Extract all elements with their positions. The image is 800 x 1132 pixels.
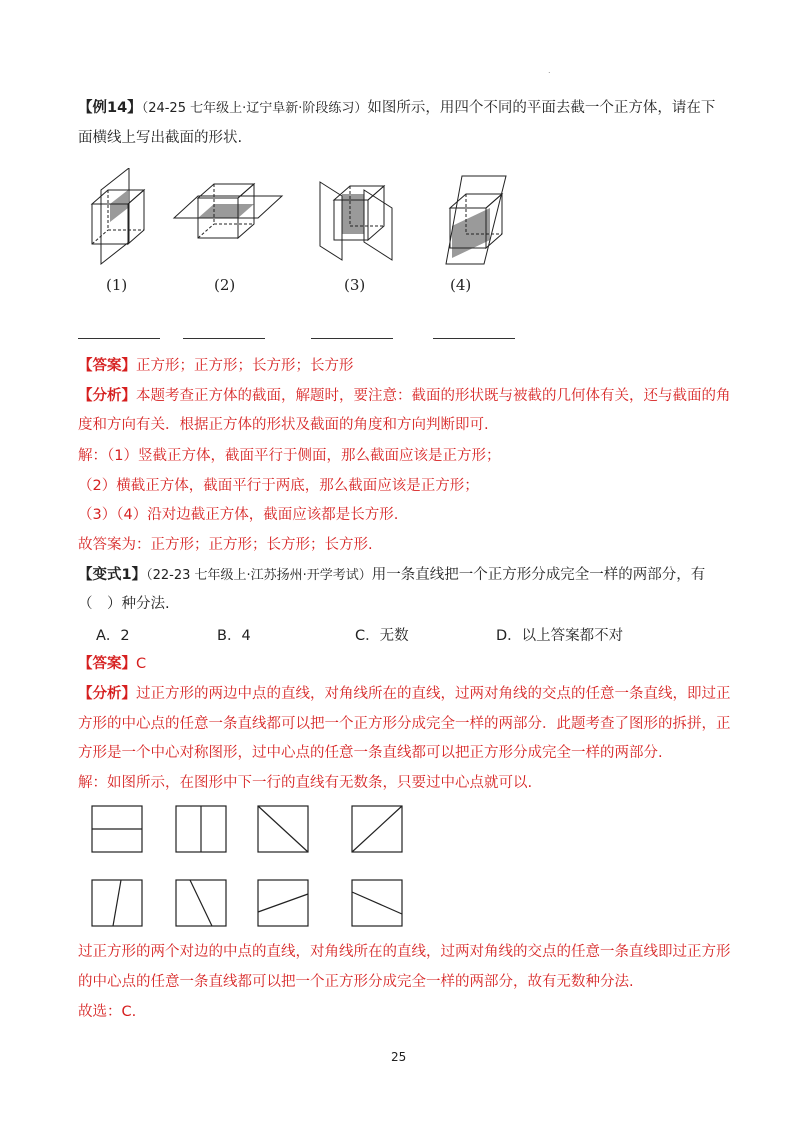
cube-figure-3 [320,182,392,260]
answer-1 [78,356,354,376]
figure-label-1: (1) [106,276,128,294]
analysis-2-line-2: 方形的中心点的任意一条直线都可以把一个正方形分成完全一样的两部分．此题考查了图形的拆拼，正 [78,716,731,732]
square-center-line-2 [176,880,226,926]
analysis-1-line-1 [78,386,731,406]
solution-2-line-3: 的中心点的任意一条直线都可以把一个正方形分成完全一样的两部分，故有无数种分法. [78,974,634,990]
square-division-figures [90,804,420,934]
example-text-1: 如图所示，用四个不同的平面去截一个正方体，请在下 [367,100,716,116]
option-b: B．4 [217,628,251,644]
answer-2-tag: 【答案】 [78,656,136,672]
example-tag: 【例14】 [78,100,142,116]
variant-text-1: 用一条直线把一个正方形分成完全一样的两部分，有 [371,567,706,583]
analysis-1-line-2: 度和方向有关．根据正方体的形状及截面的角度和方向判断即可. [78,417,489,433]
analysis-2-tag: 【分析】 [78,686,136,702]
square-center-line-3 [258,880,308,926]
answer-blank-3 [311,338,393,339]
cube-section-figures [70,168,550,268]
cube-figure-1 [92,168,144,264]
answer-blank-1 [78,338,160,339]
cube-figure-2 [174,184,282,238]
example-source: （24-25 七年级上·辽宁阜新·阶段练习） [141,101,368,116]
variant-source: （22-23 七年级上·江苏扬州·开学考试） [146,568,372,583]
square-diagonal-split-2 [352,806,402,852]
option-c: C．无数 [355,628,409,644]
analysis-2-line-3: 方形是一个中心对称图形，过中心点的任意一条直线都可以把正方形分成完全一样的两部分. [78,745,663,761]
variant-text-2: （ ）种分法. [78,596,170,612]
solution-1-line-1: 解：（1）竖截正方体，截面平行于侧面，那么截面应该是正方形； [78,448,501,464]
figure-label-3: (3) [344,276,366,294]
answer-2 [78,654,146,674]
page-number: 25 [391,1050,407,1064]
solution-1-line-3: （3）（4）沿对边截正方体，截面应该都是长方形. [78,507,399,523]
option-a: A．2 [96,628,130,644]
analysis-1-tag: 【分析】 [78,388,136,404]
decorative-dot: . [548,66,551,75]
analysis-2-text-1: 过正方形的两边中点的直线，对角线所在的直线，过两对角线的交点的任意一条直线，即过正 [136,686,731,702]
solution-1-line-2: （2）横截正方体，截面平行于两底，那么截面应该是正方形； [78,478,479,494]
answer-blank-2 [183,338,265,339]
square-center-line-1 [92,880,142,926]
cube-figure-4 [446,176,506,264]
analysis-1-text-1: 本题考查正方体的截面，解题时，要注意：截面的形状既与被截的几何体有关，还与截面的角 [136,388,731,404]
variant-tag: 【变式1】 [78,567,147,583]
square-horizontal-split [92,806,142,852]
example-text-2: 面横线上写出截面的形状. [78,130,243,146]
solution-2-line-4: 故选：C. [78,1004,137,1020]
answer-1-text: 正方形；正方形；长方形；长方形 [136,358,354,374]
solution-1-line-4: 故答案为：正方形；正方形；长方形；长方形. [78,537,373,553]
option-d: D．以上答案都不对 [496,628,624,644]
square-vertical-split [176,806,226,852]
square-center-line-4 [352,880,402,926]
analysis-2-line-1 [78,684,731,704]
variant-question [78,565,705,586]
answer-blank-4 [433,338,515,339]
answer-1-tag: 【答案】 [78,358,136,374]
solution-2-line-2: 过正方形的两个对边的中点的直线，对角线所在的直线，过两对角线的交点的任意一条直线即过正方形 [78,944,731,960]
square-diagonal-split-1 [258,806,308,852]
answer-2-text: C [136,656,147,672]
figure-label-2: (2) [214,276,236,294]
figure-label-4: (4) [450,276,472,294]
example-question [78,98,715,119]
solution-2-line-1: 解：如图所示，在图形中下一行的直线有无数条，只要过中心点就可以. [78,775,533,791]
